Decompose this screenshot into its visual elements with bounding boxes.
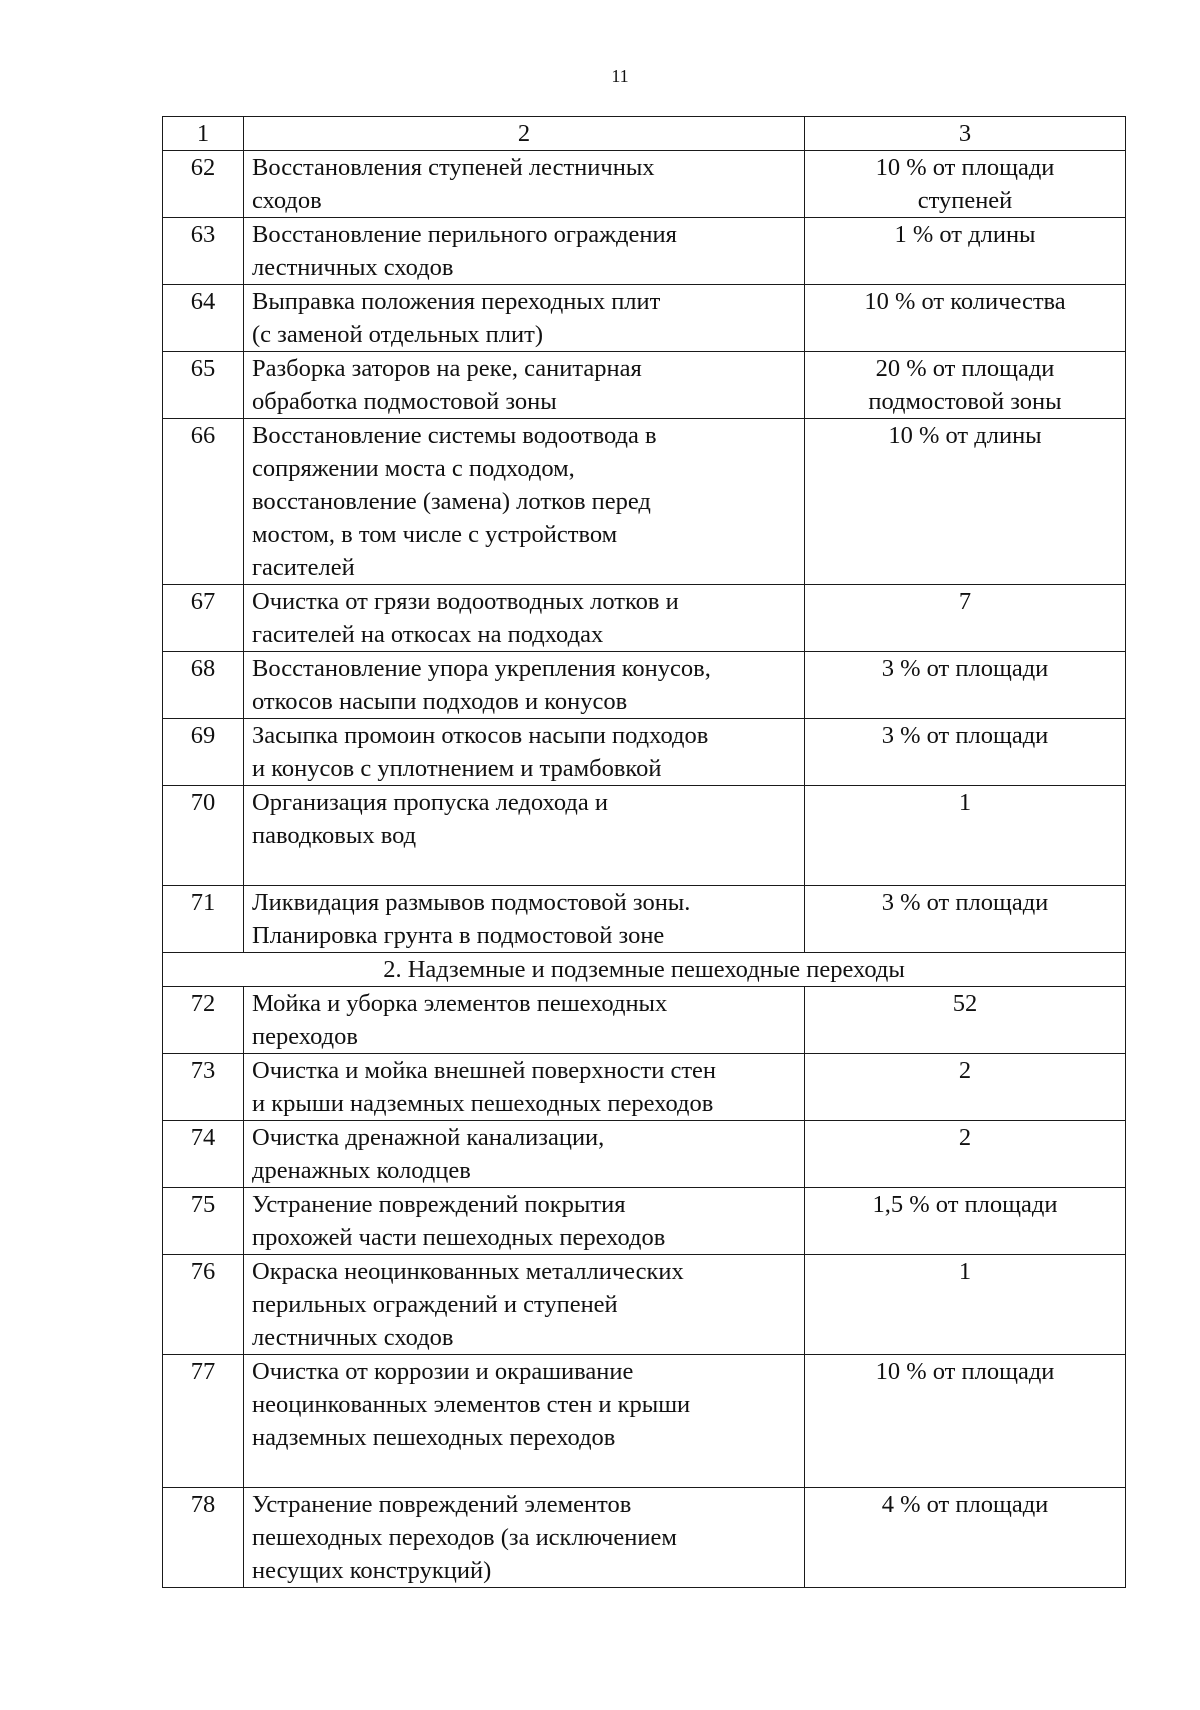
- table-row: [163, 987, 1126, 1054]
- work-description-line: Ликвидация размывов подмостовой зоны.: [252, 889, 691, 916]
- works-table: [162, 116, 1126, 1588]
- work-volume: [805, 1355, 1126, 1488]
- work-description: [244, 987, 805, 1054]
- work-description-line: обработка подмостовой зоны: [252, 388, 557, 415]
- table-row: [163, 285, 1126, 352]
- work-volume: [805, 1255, 1126, 1355]
- row-number: 64: [163, 285, 244, 352]
- work-volume-line: 2: [958, 1124, 972, 1151]
- work-description-line: дренажных колодцев: [252, 1157, 471, 1184]
- work-description-line: сходов: [252, 187, 322, 214]
- work-description: [244, 1188, 805, 1255]
- work-volume: [805, 352, 1126, 419]
- work-volume-line: 52: [952, 990, 978, 1017]
- work-volume: [805, 987, 1126, 1054]
- work-description-line: Устранение повреждений покрытия: [252, 1191, 626, 1218]
- work-description-line: Выправка положения переходных плит: [252, 288, 661, 315]
- table-row: [163, 1355, 1126, 1488]
- row-number: 75: [163, 1188, 244, 1255]
- table-row: [163, 352, 1126, 419]
- table-row: [163, 1188, 1126, 1255]
- work-volume: [805, 1188, 1126, 1255]
- work-description: [244, 719, 805, 786]
- work-volume-line: подмостовой зоны: [868, 388, 1062, 415]
- work-volume-line: 1: [958, 789, 972, 816]
- work-description-line: и крыши надземных пешеходных переходов: [252, 1090, 714, 1117]
- work-volume: [805, 285, 1126, 352]
- row-number: 77: [163, 1355, 244, 1488]
- work-description-line: Засыпка промоин откосов насыпи подходов: [252, 722, 709, 749]
- table-row: [163, 1488, 1126, 1588]
- work-description-line: [252, 1454, 796, 1487]
- table-row: [163, 886, 1126, 953]
- work-description-line: Очистка от грязи водоотводных лотков и: [252, 588, 679, 615]
- work-description-line: переходов: [252, 1023, 358, 1050]
- work-description: [244, 585, 805, 652]
- row-number: 74: [163, 1121, 244, 1188]
- work-description-line: Восстановление системы водоотвода в: [252, 422, 657, 449]
- work-volume: [805, 218, 1126, 285]
- work-volume: [805, 1488, 1126, 1588]
- row-number: 67: [163, 585, 244, 652]
- work-description: [244, 1255, 805, 1355]
- row-number: 71: [163, 886, 244, 953]
- work-description-line: Восстановление упора укрепления конусов,: [252, 655, 711, 682]
- section-title: 2. Надземные и подземные пешеходные переходы: [163, 953, 1126, 987]
- work-volume-line: 10 % от количества: [864, 288, 1066, 315]
- work-volume-line: 1,5 % от площади: [872, 1191, 1058, 1218]
- table-row: [163, 151, 1126, 218]
- work-description-line: откосов насыпи подходов и конусов: [252, 688, 628, 715]
- work-volume-line: 1: [958, 1258, 972, 1285]
- work-volume-line: 10 % от площади: [875, 1358, 1055, 1385]
- table-header-row: [163, 117, 1126, 151]
- table-row: [163, 652, 1126, 719]
- work-description: [244, 886, 805, 953]
- work-description: [244, 218, 805, 285]
- work-description-line: лестничных сходов: [252, 254, 454, 281]
- work-volume-line: 3 % от площади: [881, 722, 1049, 749]
- work-volume: [805, 1054, 1126, 1121]
- work-volume-line: 1 % от длины: [894, 221, 1036, 248]
- work-volume-line: 10 % от длины: [888, 422, 1042, 449]
- work-description-line: сопряжении моста с подходом,: [252, 455, 575, 482]
- work-volume-line: 7: [958, 588, 972, 615]
- work-description-line: Устранение повреждений элементов: [252, 1491, 632, 1518]
- work-volume-line: 20 % от площади: [875, 355, 1055, 382]
- table-row: [163, 419, 1126, 585]
- page-number: 11: [611, 66, 629, 86]
- work-description-line: [252, 852, 796, 885]
- work-volume: [805, 886, 1126, 953]
- row-number: 72: [163, 987, 244, 1054]
- row-number: 66: [163, 419, 244, 585]
- work-description-line: гасителей: [252, 554, 355, 581]
- work-volume-line: 10 % от площади: [875, 154, 1055, 181]
- work-description-line: Восстановления ступеней лестничных: [252, 154, 655, 181]
- row-number: 63: [163, 218, 244, 285]
- row-number: 62: [163, 151, 244, 218]
- work-description-line: пешеходных переходов (за исключением: [252, 1524, 677, 1551]
- row-number: 73: [163, 1054, 244, 1121]
- table-row: [163, 786, 1126, 886]
- work-description-line: Планировка грунта в подмостовой зоне: [252, 922, 665, 949]
- work-volume-line: 3 % от площади: [881, 655, 1049, 682]
- table-row: [163, 585, 1126, 652]
- work-description: [244, 285, 805, 352]
- column-header-3: 3: [805, 117, 1126, 151]
- work-description-line: гасителей на откосах на подходах: [252, 621, 604, 648]
- work-description-line: надземных пешеходных переходов: [252, 1424, 616, 1451]
- work-description-line: Очистка от коррозии и окрашивание: [252, 1358, 634, 1385]
- work-description-line: несущих конструкций): [252, 1557, 492, 1584]
- work-description-line: Организация пропуска ледохода и: [252, 789, 608, 816]
- work-volume: [805, 419, 1126, 585]
- work-description-line: Мойка и уборка элементов пешеходных: [252, 990, 668, 1017]
- section-row: [163, 953, 1126, 987]
- work-volume: [805, 652, 1126, 719]
- work-description-line: и конусов с уплотнением и трамбовкой: [252, 755, 662, 782]
- work-description: [244, 419, 805, 585]
- work-volume-line: 2: [958, 1057, 972, 1084]
- work-description-line: восстановление (замена) лотков перед: [252, 488, 651, 515]
- work-description-line: Окраска неоцинкованных металлических: [252, 1258, 684, 1285]
- table-row: [163, 1121, 1126, 1188]
- work-volume-line: 4 % от площади: [881, 1491, 1049, 1518]
- work-description: [244, 352, 805, 419]
- work-description-line: мостом, в том числе с устройством: [252, 521, 618, 548]
- work-description-line: лестничных сходов: [252, 1324, 454, 1351]
- row-number: 68: [163, 652, 244, 719]
- work-description-line: неоцинкованных элементов стен и крыши: [252, 1391, 691, 1418]
- table-row: [163, 719, 1126, 786]
- work-description-line: паводковых вод: [252, 822, 417, 849]
- work-volume-line: 3 % от площади: [881, 889, 1049, 916]
- row-number: 70: [163, 786, 244, 886]
- table-row: [163, 218, 1126, 285]
- table-row: [163, 1054, 1126, 1121]
- work-description-line: перильных ограждений и ступеней: [252, 1291, 618, 1318]
- work-description-line: Очистка и мойка внешней поверхности стен: [252, 1057, 717, 1084]
- work-volume-line: ступеней: [917, 187, 1013, 214]
- work-description-line: Восстановление перильного ограждения: [252, 221, 677, 248]
- work-volume: [805, 786, 1126, 886]
- work-description: [244, 1488, 805, 1588]
- row-number: 76: [163, 1255, 244, 1355]
- row-number: 69: [163, 719, 244, 786]
- work-description-line: Разборка заторов на реке, санитарная: [252, 355, 642, 382]
- work-description: [244, 1121, 805, 1188]
- table-body: [163, 151, 1126, 1588]
- work-description-line: Очистка дренажной канализации,: [252, 1124, 605, 1151]
- column-header-1: 1: [163, 117, 244, 151]
- column-header-2: 2: [244, 117, 805, 151]
- work-description: [244, 652, 805, 719]
- work-volume: [805, 151, 1126, 218]
- work-volume: [805, 1121, 1126, 1188]
- work-volume: [805, 719, 1126, 786]
- work-description: [244, 1054, 805, 1121]
- work-description-line: прохожей части пешеходных переходов: [252, 1224, 666, 1251]
- row-number: 65: [163, 352, 244, 419]
- work-description-line: (с заменой отдельных плит): [252, 321, 543, 348]
- work-description: [244, 151, 805, 218]
- table-row: [163, 1255, 1126, 1355]
- work-description: [244, 1355, 805, 1488]
- work-volume: [805, 585, 1126, 652]
- work-description: [244, 786, 805, 886]
- row-number: 78: [163, 1488, 244, 1588]
